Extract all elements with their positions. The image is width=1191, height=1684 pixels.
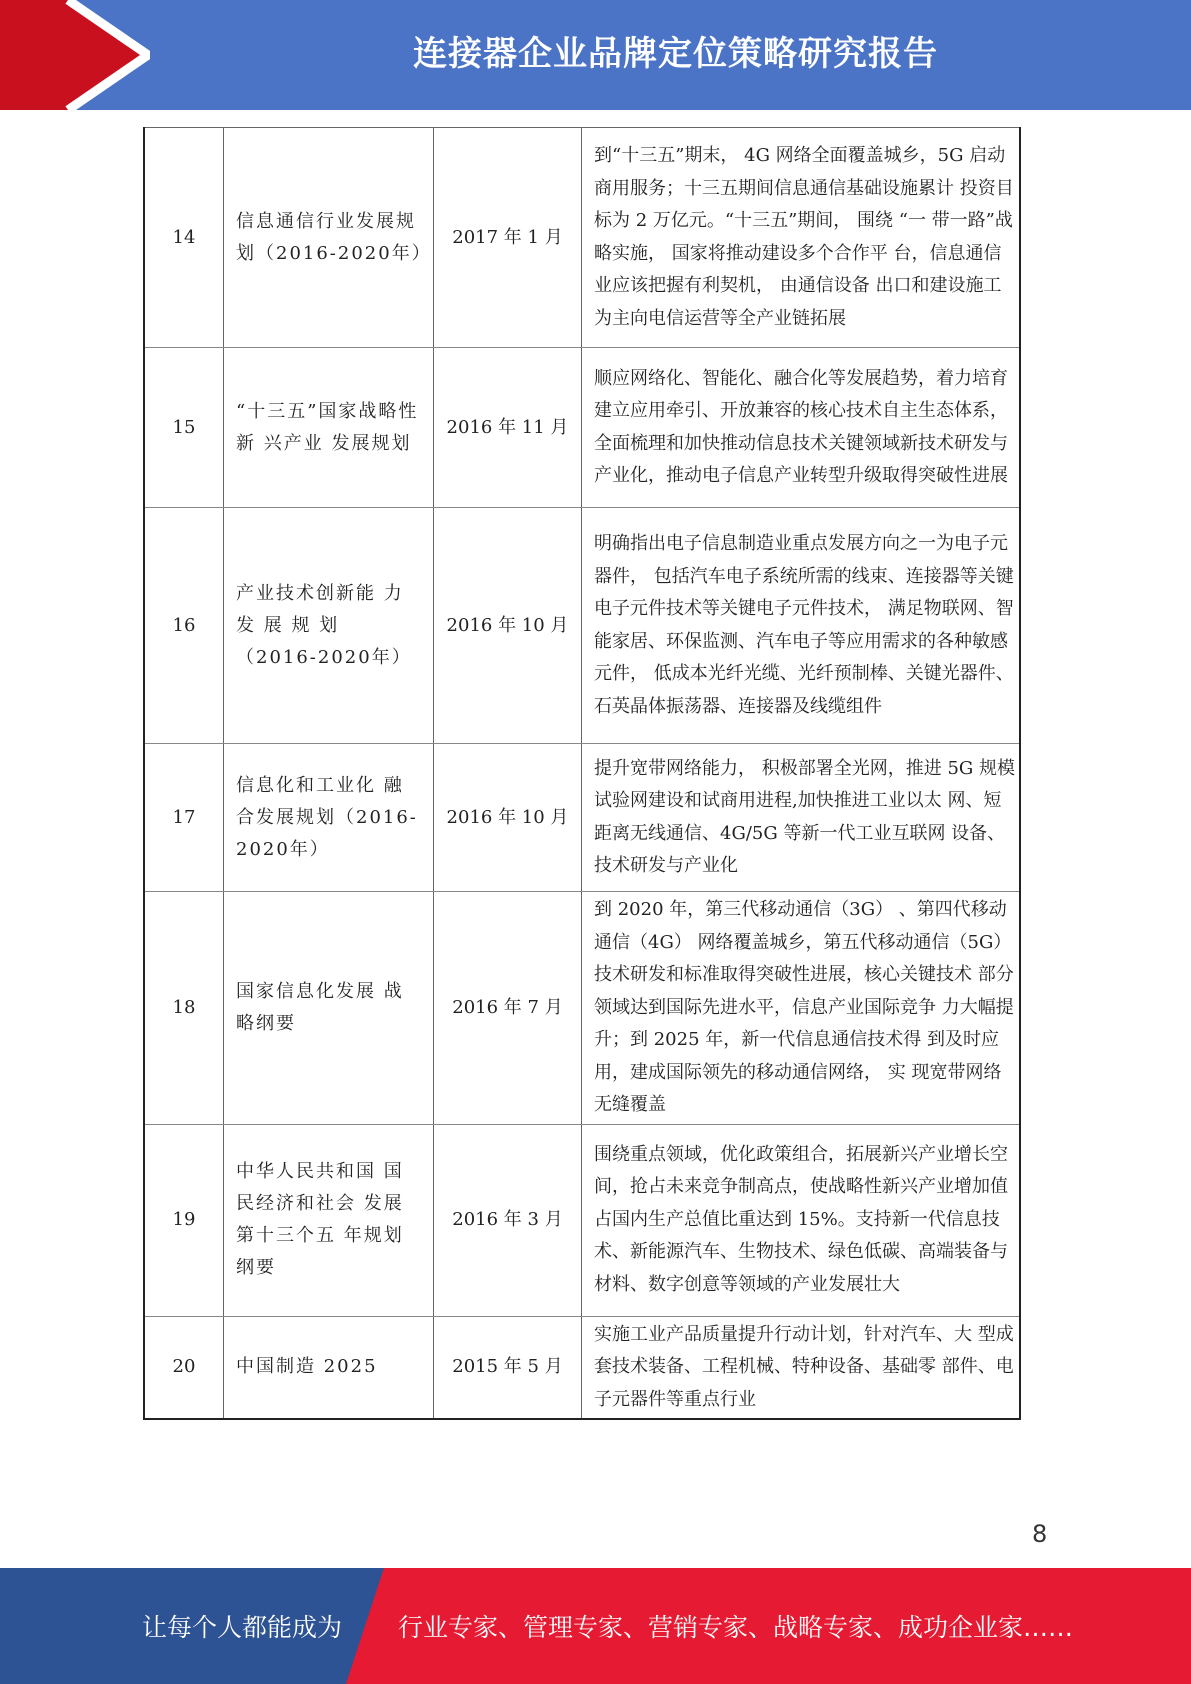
footer-slogan-left: 让每个人都能成为 [142,1613,343,1642]
table-row [144,1316,1020,1419]
policy-description: 围绕重点领域，优化政策组合，拓展新兴产业增长空间，抢占未来竞争制高点，使战略性新兴产业增加值占国内生产总值比重达到 15%。支持新一代信息技术、新能源汽车、生物技术、绿色低碳、高端装备与材料、数字创意等领域的产业发展壮大 [582,1124,1021,1316]
issue-date: 2016 年 7 月 [434,892,582,1125]
issue-date: 2016 年 3 月 [434,1124,582,1316]
issue-date: 2016 年 10 月 [434,508,582,744]
row-number: 15 [144,348,224,508]
table-row [144,348,1020,508]
policy-name: 产业技术创新能 力 发 展 规 划 （2016-2020年） [224,508,434,744]
issue-date: 2017 年 1 月 [434,128,582,348]
policy-name: 国家信息化发展 战略纲要 [224,892,434,1125]
policy-description: 实施工业产品质量提升行动计划，针对汽车、大 型成套技术装备、工程机械、特种设备、基础零 部件、电子元器件等重点行业 [582,1316,1021,1419]
policy-name: 中国制造 2025 [224,1316,434,1419]
table-row [144,128,1020,348]
policy-description: 到 2020 年，第三代移动通信（3G） 、第四代移动 通信（4G） 网络覆盖城乡，第五代移动通信（5G） 技术研发和标准取得突破性进展，核心关键技术 部分领域达到国际先进水平，信息产业国际竞争 力大幅提升；到 2025 年，新一代信息通信技术得 到及时应用，建成国际领先的移动通信网络， 实 现宽带网络无缝覆盖 [582,892,1021,1125]
issue-date: 2016 年 10 月 [434,744,582,892]
row-number: 20 [144,1316,224,1419]
row-number: 18 [144,892,224,1125]
policy-name: 中华人民共和国 国民经济和社会 发展第十三个五 年规划纲要 [224,1124,434,1316]
policy-description: 明确指出电子信息制造业重点发展方向之一为电子元器件， 包括汽车电子系统所需的线束、连接器等关键电子元件技术等关键电子元件技术， 满足物联网、智能家居、环保监测、汽车电子等应用需求的各种敏感元件， 低成本光纤光缆、光纤预制棒、关键光器件、石英晶体振荡器、连接器及线缆组件 [582,508,1021,744]
policy-description: 顺应网络化、智能化、融合化等发展趋势，着力培育建立应用牵引、开放兼容的核心技术自主生态体系，全面梳理和加快推动信息技术关键领域新技术研发与产业化，推动电子信息产业转型升级取得突破性进展 [582,348,1021,508]
row-number: 17 [144,744,224,892]
report-title: 连接器企业品牌定位策略研究报告 [413,34,938,74]
policy-description: 提升宽带网络能力， 积极部署全光网，推进 5G 规模试验网建设和试商用进程,加快推进工业以太 网、短距离无线通信、4G/5G 等新一代工业互联网 设备、技术研发与产业化 [582,744,1021,892]
issue-date: 2016 年 11 月 [434,348,582,508]
table-row [144,1124,1020,1316]
page-footer [0,1568,1191,1684]
policy-description: 到“十三五”期末， 4G 网络全面覆盖城乡，5G 启动商用服务；十三五期间信息通信基础设施累计 投资目标为 2 万亿元。“十三五”期间， 围绕 “一 带一路”战略实施， 国家将推动建设多个合作平 台，信息通信业应该把握有利契机， 由通信设备 出口和建设施工为主向电信运营等全产业链拓展 [582,128,1021,348]
table-row [144,744,1020,892]
row-number: 19 [144,1124,224,1316]
table-row [144,892,1020,1125]
page-header [0,0,1191,110]
issue-date: 2015 年 5 月 [434,1316,582,1419]
table-row [144,508,1020,744]
page-number: 8 [1032,1520,1048,1548]
row-number: 14 [144,128,224,348]
footer-slogan-right: 行业专家、管理专家、营销专家、战略专家、成功企业家…… [398,1613,1074,1642]
policy-name: “十三五”国家战略性新 兴产业 发展规划 [224,348,434,508]
header-chevron-icon [0,0,150,110]
policy-name: 信息通信行业发展规划（2016-2020年） [224,128,434,348]
row-number: 16 [144,508,224,744]
policy-table [143,127,1021,1420]
policy-name: 信息化和工业化 融合发展规划（2016-2020年） [224,744,434,892]
